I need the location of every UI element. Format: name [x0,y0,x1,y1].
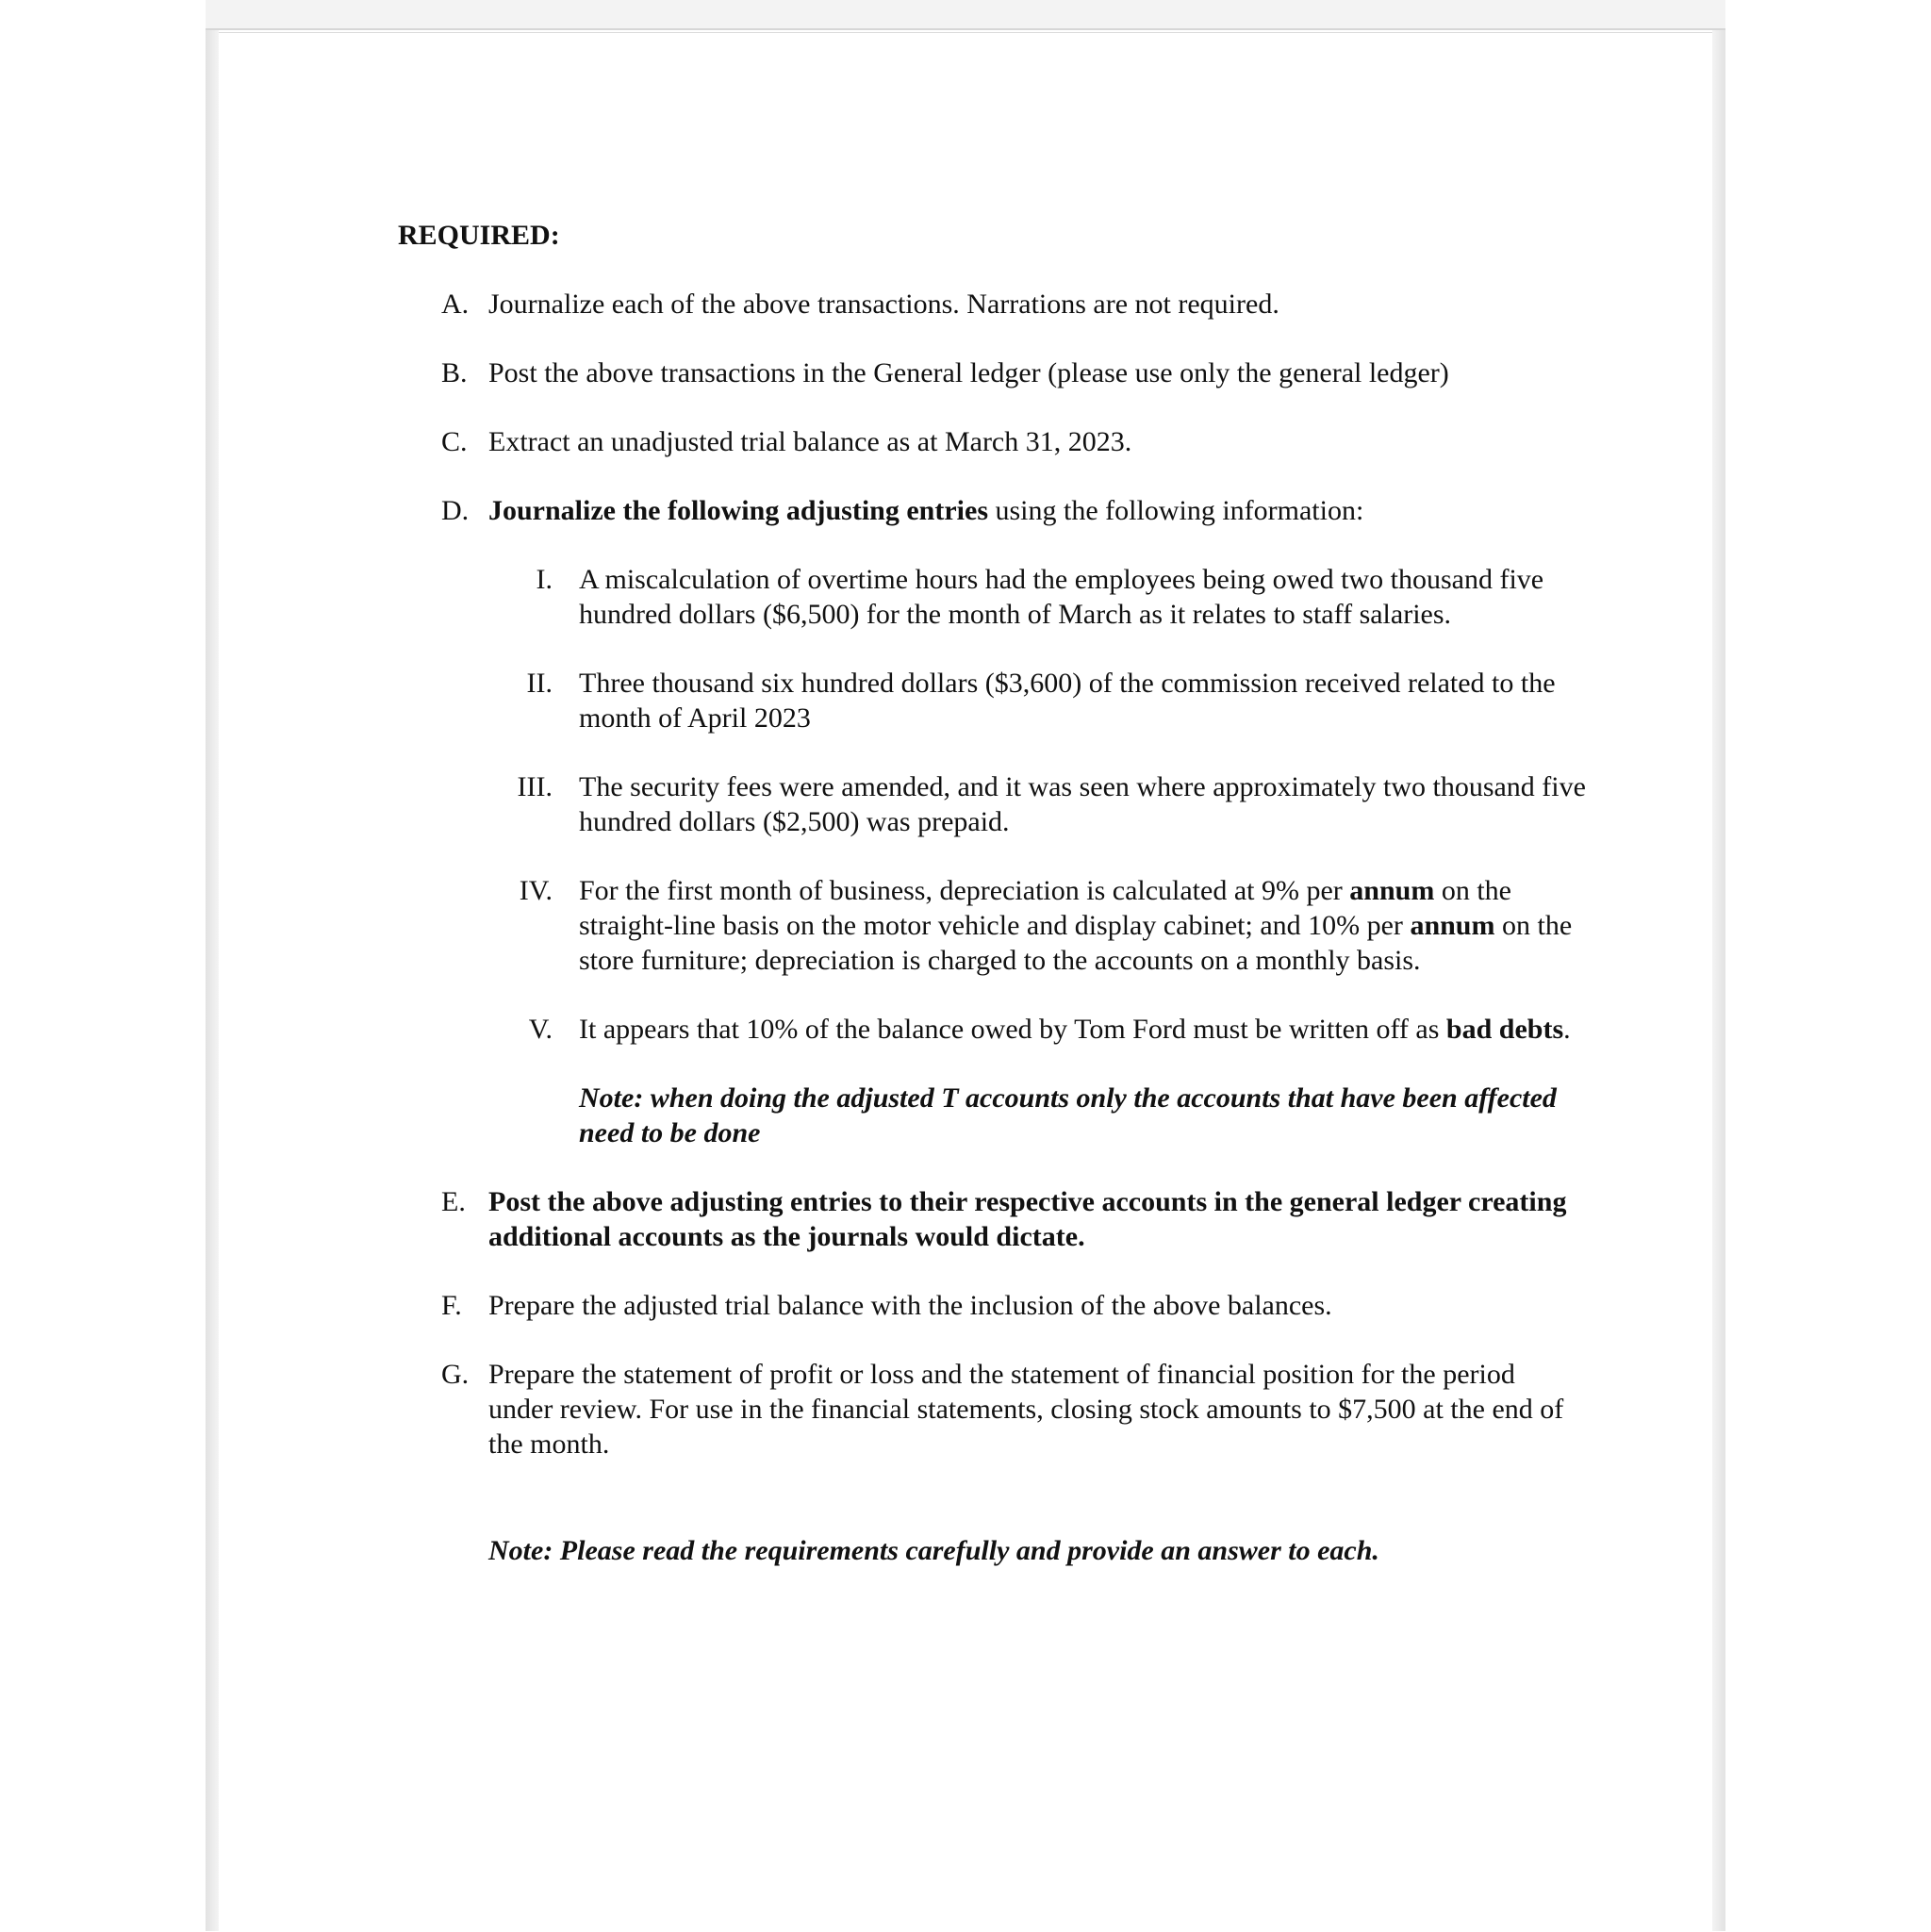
requirement-text: Prepare the statement of profit or loss and the statement of financial position for the period under review. For use in the financial statements, closing stock amounts to $7,500 at the end of the month. [488,1359,1564,1460]
requirement-letter: E. [441,1186,466,1217]
adjustment-text: It appears that 10% of the balance owed by Tom Ford must be written off as [579,1014,1446,1045]
requirement-letter: A. [441,289,470,320]
requirement-a [398,287,1586,322]
adjustment-numeral: I. [536,564,553,595]
requirement-letter: B. [441,357,468,388]
adjustment-bold-annum: annum [1349,875,1435,906]
adjustment-text-end: . [1563,1014,1571,1045]
adjustment-numeral: II. [526,668,553,699]
adjustment-iv [398,873,1586,978]
requirement-f [398,1288,1586,1323]
adjustment-text: on the store furniture; depreciation is charged to the accounts on a monthly basis. [579,910,1573,976]
requirement-d [398,493,1586,528]
page-shadow-left [206,30,219,1931]
requirement-g [398,1357,1586,1461]
requirement-e [398,1184,1586,1254]
adjustment-iii [398,769,1586,839]
required-heading: REQUIRED: [398,220,560,251]
adjustment-text: on the straight-line basis on the motor vehicle and display cabinet; and 10% per [579,875,1511,941]
adjustment-ii [398,666,1586,735]
adjustment-text: The security fees were amended, and it was seen where approximately two thousand five hundred dollars ($2,500) was prepaid. [579,771,1586,837]
adjustment-text: A miscalculation of overtime hours had the employees being owed two thousand five hundred dollars ($6,500) for the month of March as it relates to staff salaries. [579,564,1544,630]
adjustment-i [398,562,1586,632]
viewer-top-edge [206,0,1725,30]
requirement-b [398,355,1586,390]
requirement-c [398,424,1586,459]
adjustment-bold-bad-debts: bad debts [1445,1014,1564,1045]
requirement-text: Post the above transactions in the General ledger (please use only the general ledger) [488,357,1449,388]
document-page[interactable] [219,32,1712,1932]
requirement-text: Prepare the adjusted trial balance with the inclusion of the above balances. [488,1290,1332,1321]
adjustment-numeral: IV. [519,875,553,906]
requirement-letter: G. [441,1359,470,1390]
page-content [398,218,1586,1568]
requirement-text: Extract an unadjusted trial balance as at March 31, 2023. [488,426,1132,457]
adjusted-t-accounts-note: Note: when doing the adjusted T accounts only the accounts that have been affected need to be done [579,1082,1557,1148]
adjustment-text: For the first month of business, depreciation is calculated at 9% per [579,875,1350,906]
requirement-letter: C. [441,426,468,457]
requirement-text: Journalize each of the above transactions. Narrations are not required. [488,289,1279,320]
requirement-text: Post the above adjusting entries to their respective accounts in the general ledger creating additional accounts as the journals would dictate. [488,1186,1567,1252]
adjustment-numeral: V. [528,1014,553,1045]
adjustment-text: Three thousand six hundred dollars ($3,600) of the commission received related to the month of April 2023 [579,668,1556,734]
adjustment-bold-annum: annum [1410,910,1495,941]
requirement-text: using the following information: [988,495,1364,526]
page-shadow-right [1712,30,1725,1931]
requirement-bold-text: Journalize the following adjusting entries [488,495,988,526]
final-note: Note: Please read the requirements carefully and provide an answer to each. [488,1535,1379,1566]
adjustment-v [398,1012,1586,1047]
adjustment-numeral: III. [517,771,553,802]
requirement-letter: D. [441,495,470,526]
requirement-letter: F. [441,1290,462,1321]
